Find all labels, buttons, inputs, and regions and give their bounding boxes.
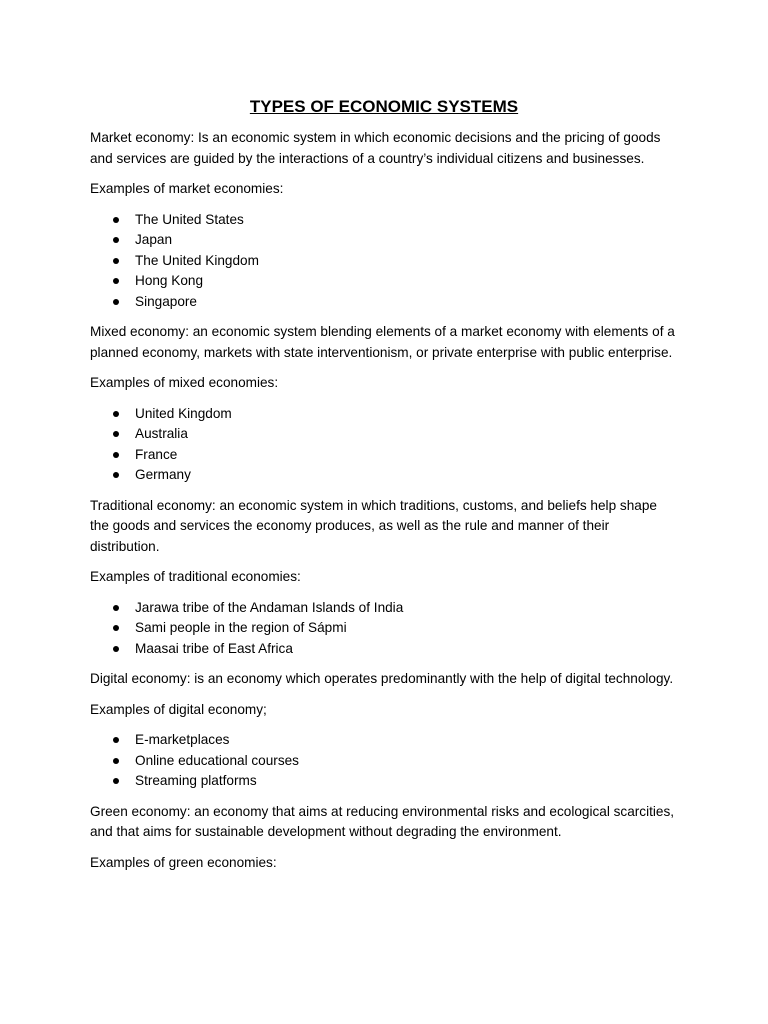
- list-item: The United States: [135, 210, 678, 231]
- market-economy-examples-heading: Examples of market economies:: [90, 181, 284, 196]
- digital-economy-definition: Digital economy: is an economy which operates predominantly with the help of digital technology.: [90, 671, 674, 686]
- list-item: Online educational courses: [135, 751, 678, 772]
- mixed-economy-examples-list: [90, 404, 678, 486]
- green-economy-definition: Green economy: an economy that aims at reducing environmental risks and ecological scarcities, and that aims for sustainable development without degrading the environment.: [90, 803, 675, 839]
- list-item: Sami people in the region of Sápmi: [135, 618, 678, 639]
- list-item: France: [135, 445, 678, 466]
- traditional-economy-definition: Traditional economy: an economic system in which traditions, customs, and beliefs help shape the goods and services the economy produces, as well as the rule and manner of their distribution.: [90, 497, 657, 554]
- traditional-economy-examples-list: [90, 598, 678, 660]
- market-economy-definition: Market economy: Is an economic system in which economic decisions and the pricing of goods and services are guided by the interactions of a country’s individual citizens and businesses.: [90, 130, 661, 166]
- list-item: Maasai tribe of East Africa: [135, 639, 678, 660]
- mixed-economy-definition: Mixed economy: an economic system blending elements of a market economy with elements of a planned economy, markets with state interventionism, or private enterprise with public enterprise.: [90, 324, 675, 360]
- digital-economy-examples-list: [90, 730, 678, 792]
- list-item: Japan: [135, 230, 678, 251]
- list-item: Australia: [135, 424, 678, 445]
- list-item: Germany: [135, 465, 678, 486]
- list-item: Hong Kong: [135, 271, 678, 292]
- list-item: Jarawa tribe of the Andaman Islands of India: [135, 598, 678, 619]
- list-item: E-marketplaces: [135, 730, 678, 751]
- traditional-economy-examples-heading: Examples of traditional economies:: [90, 569, 301, 584]
- digital-economy-examples-heading: Examples of digital economy;: [90, 701, 267, 717]
- mixed-economy-examples-heading: Examples of mixed economies:: [90, 375, 279, 390]
- market-economy-examples-list: [90, 210, 678, 313]
- list-item: The United Kingdom: [135, 251, 678, 272]
- green-economy-examples-heading: Examples of green economies:: [90, 854, 277, 870]
- list-item: Singapore: [135, 292, 678, 313]
- list-item: United Kingdom: [135, 404, 678, 425]
- list-item: Streaming platforms: [135, 771, 678, 792]
- document-title: TYPES OF ECONOMIC SYSTEMS: [249, 97, 519, 116]
